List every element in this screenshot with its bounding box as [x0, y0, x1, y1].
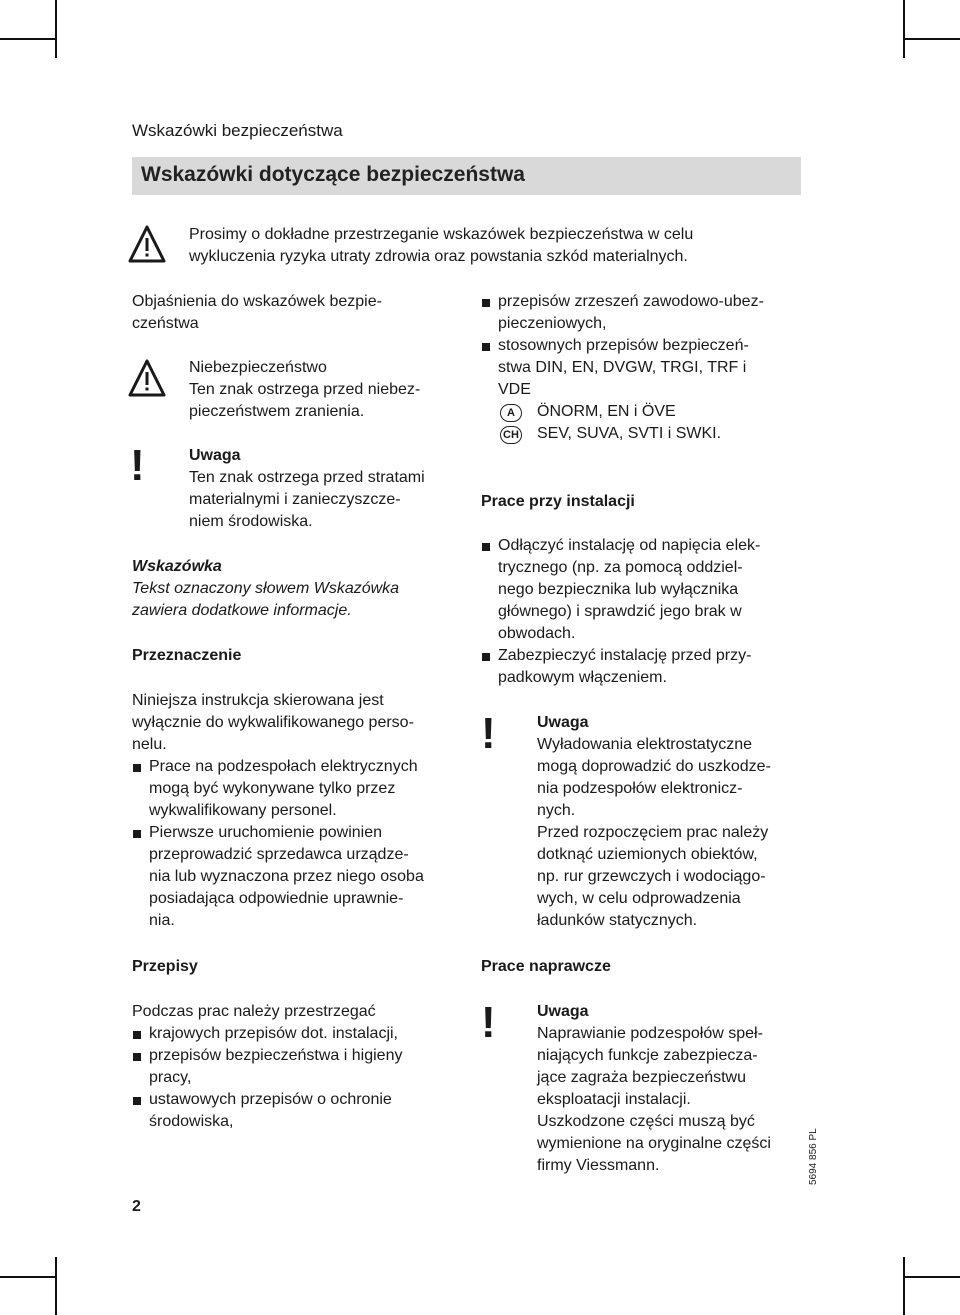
- list-item: stosownych przepisów bezpieczeń- stwa DIN, EN, DVGW, TRGI, TRF i VDE: [481, 335, 764, 401]
- warning-title: Uwaga: [537, 714, 589, 731]
- intro-text: Prosimy o dokładne przestrzeganie wskazówek bezpieczeństwa w celu wykluczenia ryzyka utraty zdrowia oraz powstania szkód materialnych.: [189, 226, 694, 265]
- danger-title: Niebezpieczeństwo: [189, 359, 327, 376]
- hint-explanation: Wskazówka Tekst oznaczony słowem Wskazówka zawiera dodatkowe informacje.: [132, 558, 400, 619]
- regulations-heading: Przepisy: [132, 958, 198, 975]
- hint-title: Wskazówka: [132, 558, 222, 575]
- crop-mark: [903, 0, 905, 58]
- exclamation-icon: !: [481, 998, 496, 1047]
- repair-warning: Uwaga Naprawianie podzespołów speł- niających funkcje zabezpiecza- jące zagraża bezpieczeństwu eksploatacji instalacji. Uszkodzone części muszą być wymienione na oryginalne części firmy Viessmann.: [537, 1003, 771, 1174]
- crop-mark: [905, 38, 960, 40]
- crop-mark: [903, 1257, 905, 1315]
- esd-warning: Uwaga Wyładowania elektrostatyczne mogą doprowadzić do uszkodze- nia podzespołów elektronicz- nych. Przed rozpoczęciem prac należy dotknąć uziemionych obiektów, np. rur grzewczych i wodociągo- wych, w celu odprowadzenia ładunków statycznych.: [537, 714, 771, 929]
- warning-explanation: Uwaga Ten znak ostrzega przed stratami materialnymi i zanieczyszcze- niem środowiska.: [189, 447, 425, 530]
- purpose-heading: Przeznaczenie: [132, 647, 242, 664]
- crop-mark: [0, 1276, 55, 1278]
- warning-title: Uwaga: [189, 447, 241, 464]
- exclamation-icon: !: [130, 441, 145, 490]
- purpose-text: Niniejsza instrukcja skierowana jest wyłącznie do wykwalifikowanego perso- nelu. Prace na podzespołach elektrycznych mogą być wykonywane tylko przez wykwalifikowany personel. Pierwsze uruchomienie powinien przeprowadzić sprzedawca urządze- nia lub wyznaczona przez niego osoba posiadająca odpowiednie uprawnie- nia.: [132, 690, 424, 932]
- page-title-bar: [132, 157, 801, 195]
- document-code: 5694 856 PL: [808, 1128, 819, 1185]
- warning-title: Uwaga: [537, 1003, 589, 1020]
- installation-bullets: [481, 535, 760, 689]
- regulations-continued: [481, 291, 764, 401]
- list-item: ustawowych przepisów o ochronie środowiska,: [132, 1089, 402, 1133]
- country-badge-switzerland: CH: [500, 426, 522, 444]
- crop-mark: [905, 1276, 960, 1278]
- page-number: 2: [132, 1198, 141, 1215]
- country-badge-austria: A: [500, 404, 522, 422]
- list-item: Odłączyć instalację od napięcia elek- trycznego (np. za pomocą oddziel- nego bezpiecznika lub wyłącznika głównego) i sprawdzić jego brak w obwodach.: [481, 535, 760, 645]
- list-item: Zabezpieczyć instalację przed przy- padkowym włączeniem.: [481, 645, 760, 689]
- crop-mark: [55, 1257, 57, 1315]
- explanations-heading: Objaśnienia do wskazówek bezpie- czeństwa: [132, 293, 382, 332]
- danger-explanation: Niebezpieczeństwo Ten znak ostrzega przed niebez- pieczeństwem zranienia.: [189, 359, 421, 420]
- crop-mark: [55, 0, 57, 58]
- list-item: przepisów bezpieczeństwa i higieny pracy,: [132, 1045, 402, 1089]
- regulations-text: Podczas prac należy przestrzegać krajowych przepisów dot. instalacji, przepisów bezpieczeństwa i higieny pracy, ustawowych przepisów o ochronie środowiska,: [132, 1001, 402, 1133]
- section-header: Wskazówki bezpieczeństwa: [132, 121, 343, 140]
- warning-triangle-icon: [128, 358, 166, 398]
- list-item: przepisów zrzeszeń zawodowo-ubez- pieczeniowych,: [481, 291, 764, 335]
- country-text-austria: ÖNORM, EN i ÖVE: [537, 403, 676, 420]
- list-item: krajowych przepisów dot. instalacji,: [132, 1023, 402, 1045]
- page-title: Wskazówki dotyczące bezpieczeństwa: [141, 163, 525, 186]
- list-item: Pierwsze uruchomienie powinien przeprowadzić sprzedawca urządze- nia lub wyznaczona przez niego osoba posiadająca odpowiednie uprawnie- nia.: [132, 822, 424, 932]
- installation-heading: Prace przy instalacji: [481, 493, 635, 510]
- warning-triangle-icon: [128, 224, 166, 264]
- country-text-switzerland: SEV, SUVA, SVTI i SWKI.: [537, 425, 722, 442]
- exclamation-icon: !: [481, 709, 496, 758]
- list-item: Prace na podzespołach elektrycznych mogą być wykonywane tylko przez wykwalifikowany personel.: [132, 756, 424, 822]
- repair-heading: Prace naprawcze: [481, 958, 611, 975]
- crop-mark: [0, 38, 55, 40]
